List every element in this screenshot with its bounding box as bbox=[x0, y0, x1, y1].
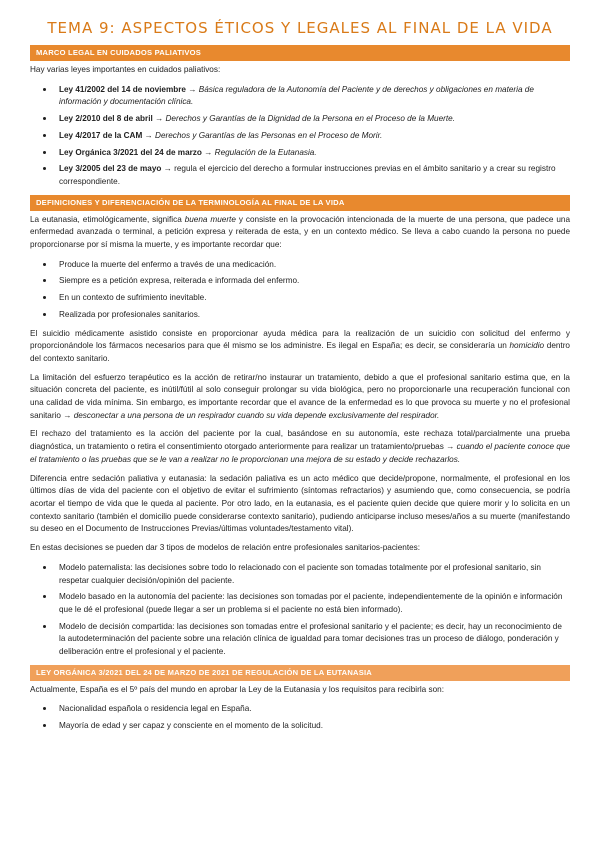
text-span-italic: cuando el paciente conoce que el tratamiento o las pruebas que se le van a realizar no le proporcionan una mejora de su estado y decide rechazarlos. bbox=[30, 442, 570, 464]
section-header-marco-legal: MARCO LEGAL EN CUIDADOS PALIATIVOS bbox=[30, 45, 570, 61]
law-arrow: → bbox=[152, 114, 166, 124]
law-item bbox=[55, 83, 570, 109]
law-name: Ley Orgánica 3/2021 del 24 de marzo bbox=[59, 147, 202, 157]
eutanasia-paragraph bbox=[30, 214, 570, 252]
list-item: • En un contexto de sufrimiento inevitable. bbox=[55, 291, 570, 305]
law-arrow: → bbox=[161, 164, 175, 174]
law-name: Ley 3/2005 del 23 de mayo bbox=[59, 164, 162, 174]
law-name: Ley 2/2010 del 8 de abril bbox=[59, 114, 153, 124]
section-header-ley-eutanasia: LEY ORGÁNICA 3/2021 DEL 24 DE MARZO DE 2021 DE REGULACIÓN DE LA EUTANASIA bbox=[30, 665, 570, 681]
law-arrow: → bbox=[142, 130, 156, 140]
requisitos-list bbox=[30, 702, 570, 732]
text-span: dentro del contexto sanitario. bbox=[30, 341, 570, 363]
law-item bbox=[55, 112, 570, 126]
law-item bbox=[55, 162, 570, 188]
rechazo-paragraph bbox=[30, 428, 570, 466]
law-desc: Derechos y Garantías de las Personas en el Proceso de Morir. bbox=[155, 130, 383, 140]
section-header-definiciones: DEFINICIONES Y DIFERENCIACIÓN DE LA TERMINOLOGÍA AL FINAL DE LA VIDA bbox=[30, 195, 570, 211]
law-name: Ley 4/2017 de la CAM bbox=[59, 130, 143, 140]
modelos-intro: En estas decisiones se pueden dar 3 tipos de modelos de relación entre profesionales sanitarios-pacientes: bbox=[30, 543, 421, 553]
law-arrow: → bbox=[185, 84, 199, 94]
list-item: • Modelo de decisión compartida: las decisiones son tomadas entre el profesional sanitario y el paciente; es decir, hay un reconocimiento de la autodeterminación del paciente sobre una relación clínica de igualdad para tomar decisiones tras un proceso de diálogo, ponderación y deliberación entre el profesional y el paciente. bbox=[55, 620, 570, 659]
marco-legal-intro: Hay varias leyes importantes en cuidados paliativos: bbox=[30, 65, 221, 74]
list-item: • Nacionalidad española o residencia legal en España. bbox=[55, 702, 570, 716]
list-item: • Modelo paternalista: las decisiones sobre todo lo relacionado con el paciente son tomadas totalmente por el profesional sanitario, sin respetar cualquier decisión/opinión del paciente. bbox=[55, 561, 570, 587]
list-item: • Realizada por profesionales sanitarios. bbox=[55, 308, 570, 322]
ley-eutanasia-intro: Actualmente, España es el 5º país del mundo en aprobar la Ley de la Eutanasia y los requisitos para recibirla son: bbox=[30, 684, 444, 694]
page-title: TEMA 9: ASPECTOS ÉTICOS Y LEGALES AL FINAL DE LA VIDA bbox=[47, 19, 553, 37]
law-arrow: → bbox=[201, 147, 215, 157]
sedacion-paragraph: Diferencia entre sedación paliativa y eutanasia: la sedación paliativa es un acto médico que decide/propone, normalmente, el profesional en los últimos días de vida del paciente con el objetivo de evitar el sufrimiento (síntomas refractarios) y asumiendo que, como consecuencia, se podría acortar el tiempo de vida que le queda al paciente. Por otro lado, en la eutanasia, es el paciente quien decide que quiere morir y lo solicita en un contexto sanitario (también el domicilio puede considerarse contexto sanitario), pudiendo anticiparse incluso meses/años a su muerte (manifestando su deseo en el Documento de Instrucciones Previas/últimas voluntades/testamento vital). bbox=[30, 473, 570, 534]
list-item: • Produce la muerte del enfermo a través de una medicación. bbox=[55, 258, 570, 272]
text-span: La eutanasia, etimológicamente, significa bbox=[30, 214, 185, 224]
text-span: El rechazo del tratamiento es la acción del paciente por la cual, basándose en su autonomía, este rechaza total/parcialmente una prueba diagnóstica, un tratamiento o retira el consentimiento otorgado anteriormente para realizar un tratamiento/pruebas → bbox=[30, 429, 570, 452]
text-span: La limitación del esfuerzo terapéutico es la acción de retirar/no instaurar un tratamiento, debido a que el profesional sanitario estima que, en la situación concreta del paciente, es inútil/fútil al solo conseguir prolongar su vida biológica, pero no proporcionarle una recuperación funcional con una calidad de vida mínima. Sin embargo, es importante recordar que el avance de la enfermedad es lo que provoca su muerte y no el profesional sanitario → bbox=[30, 372, 570, 420]
eutanasia-list bbox=[30, 258, 570, 322]
list-item: • Mayoría de edad y ser capaz y consciente en el momento de la solicitud. bbox=[55, 719, 570, 733]
list-item: • Siempre es a petición expresa, reiterada e informada del enfermo. bbox=[55, 274, 570, 288]
law-desc: regula el ejercicio del derecho a formular instrucciones previas en el ámbito sanitario y a crear su registro correspondiente. bbox=[59, 164, 556, 186]
text-span: y consiste en la provocación intencionada de la muerte de una persona, que padece una enfermedad avanzada o terminal, a petición expresa y reiterada de esta, y en un contexto médico. Se lleva a cabo cuando la persona no puede proporcionarse por sí misma la muerte, y es importante recordar que: bbox=[30, 214, 570, 250]
text-span-italic: desconectar a una persona de un respirador cuando su vida depende exclusivamente del respirador. bbox=[73, 410, 440, 420]
laws-list bbox=[30, 83, 570, 189]
text-span: El suicidio médicamente asistido consiste en proporcionar ayuda médica para la realización de un suicidio con solicitud del enfermo y proporcionándole los fármacos necesarios para que él mismo se los administre. Es ilegal en España; es decir, se consideraría un bbox=[30, 328, 570, 351]
text-span-italic: buena muerte bbox=[184, 214, 236, 224]
modelos-list bbox=[30, 561, 570, 659]
list-item: • Modelo basado en la autonomía del paciente: las decisiones son tomadas por el paciente, independientemente de la opinión e información que le dé el profesional (puede llegar a ser un problema si el paciente no está bien informado). bbox=[55, 590, 570, 616]
text-span-italic: homicidio bbox=[509, 341, 545, 351]
law-item bbox=[55, 129, 570, 143]
limitacion-paragraph bbox=[30, 372, 570, 423]
law-desc: Regulación de la Eutanasia. bbox=[214, 147, 317, 157]
law-item bbox=[55, 146, 570, 160]
law-desc: Básica reguladora de la Autonomía del Paciente y de derechos y obligaciones en materia de información y documentación clínica. bbox=[59, 84, 534, 107]
law-desc: Derechos y Garantías de la Dignidad de la Persona en el Proceso de la Muerte. bbox=[165, 114, 455, 124]
law-name: Ley 41/2002 del 14 de noviembre bbox=[59, 84, 186, 94]
suicidio-paragraph bbox=[30, 328, 570, 366]
